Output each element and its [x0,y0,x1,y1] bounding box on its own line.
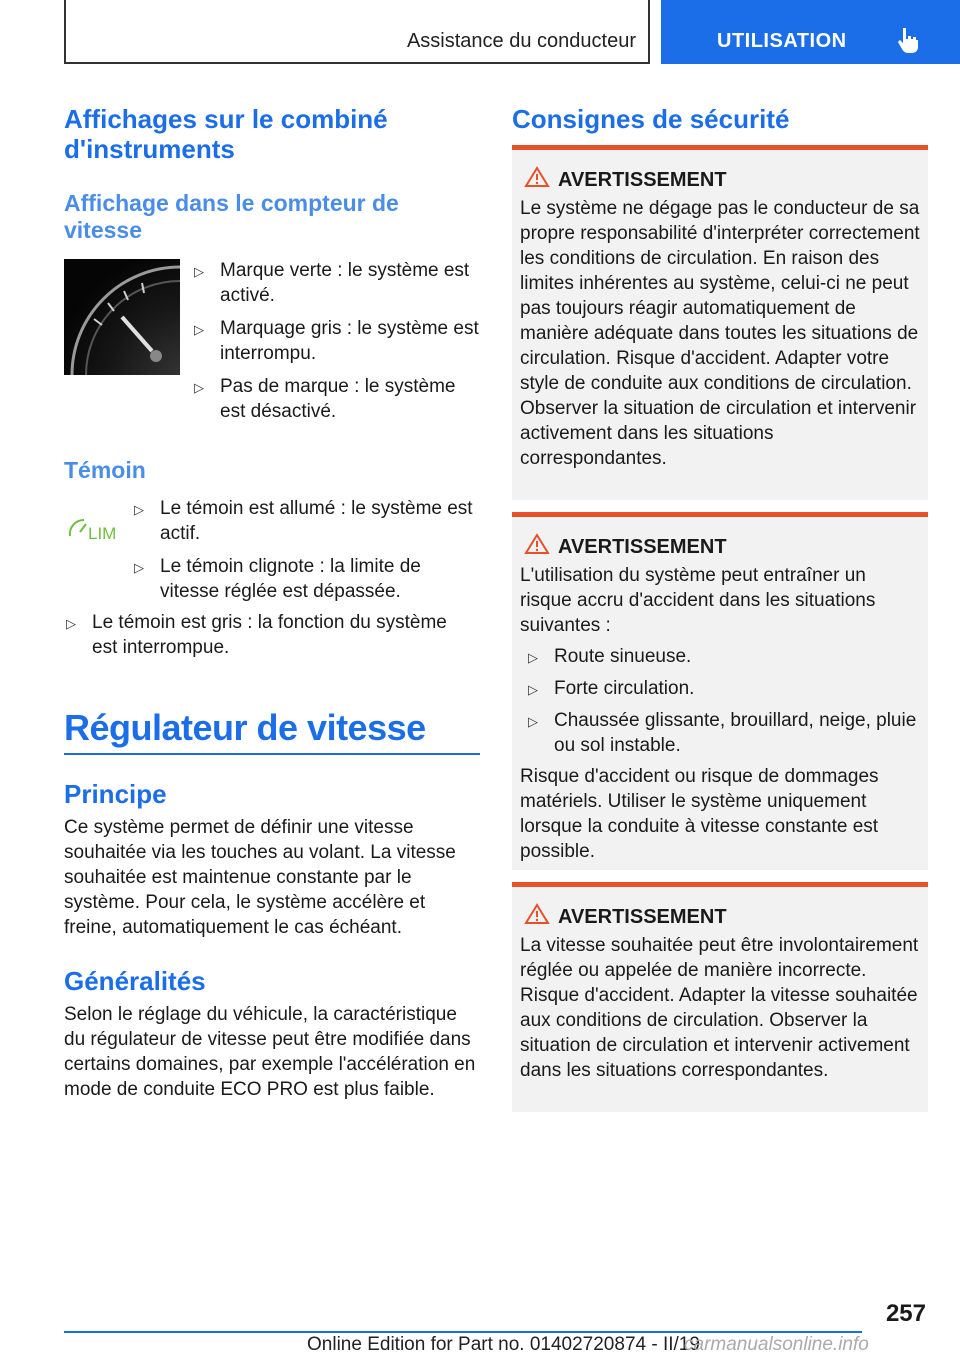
warning-text-3: La vitesse souhaitée peut être involontairement réglée ou appelée de manière incorrecte. Risque d'accident. Adapter la vitesse souhaitée aux conditions de circulation. Observer la situation de circulation et intervenir activement dans les situations correspondantes. [520,935,919,1081]
header-section-box [64,0,650,64]
subsection-title-indicator: Témoin [64,457,146,483]
lim-indicator-icon: LIM [66,512,124,544]
triangle-bullet-icon: ▷ [66,616,76,631]
warning-box-1 [512,145,928,500]
speedometer-bullets [192,258,484,424]
warning-box-2 [512,512,928,870]
warning-triangle-icon [524,533,550,555]
list-item: ▷ Pas de marque : le système est désactivé. [194,376,456,422]
header-chapter-tab[interactable] [661,0,960,64]
section-title-principle: Principe [64,779,167,809]
warning-text-1: Le système ne dégage pas le conducteur de sa propre responsabilité d'interpréter correctement les conditions de circulation. En raison des limites inhérentes au système, celui-ci ne peut pas toujours réagir automatiquement de manière adéquate dans toutes les situations de circulation. Risque d'accident. Adapter votre style de conduite aux conditions de circulation. Observer la situation de circulation et intervenir activement dans les situations correspondantes. [520,198,920,469]
triangle-bullet-icon: ▷ [194,380,204,395]
pointing-hand-icon [897,26,921,54]
general-text: Selon le réglage du véhicule, la caractéristique du régulateur de vitesse peut être modifiée dans certains domaines, par exemple l'accélération en mode de conduite ECO PRO est plus faible. [64,1004,476,1100]
page-number: 257 [885,1300,926,1327]
section-title-safety: Consignes de sécurité [512,104,790,134]
triangle-bullet-icon: ▷ [194,322,204,337]
triangle-bullet-icon: ▷ [528,650,538,665]
watermark: carmanualsonline.info [684,1334,869,1355]
list-item: ▷ Le témoin clignote : la limite de vitesse réglée est dépassée. [134,556,421,602]
triangle-bullet-icon: ▷ [194,264,204,279]
triangle-bullet-icon: ▷ [528,714,538,729]
footer-rule [64,1331,862,1333]
list-item: ▷ Chaussée glissante, brouillard, neige, pluie ou sol instable. [528,710,917,756]
indicator-bullets [132,496,484,604]
triangle-bullet-icon: ▷ [134,502,144,517]
warning-title: AVERTISSEMENT [520,905,920,929]
principle-text: Ce système permet de définir une vitesse souhaitée via les touches au volant. La vitesse souhaitée est maintenue constante par le système. Pour cela, le système accélère et freine, automatiquement le cas échéant. [64,817,456,938]
warning-title: AVERTISSEMENT [520,535,920,559]
speedometer-image [64,259,180,375]
warning-triangle-icon [524,166,550,188]
triangle-bullet-icon: ▷ [134,560,144,575]
list-item: ▷ Marque verte : le système est activé. [194,260,470,306]
section-title-general: Généralités [64,966,206,996]
warning-title: AVERTISSEMENT [520,168,920,192]
section-title-instruments: Affichages sur le combiné d'instruments [64,104,388,164]
header-chapter-label: UTILISATION [717,30,847,52]
chapter-title-cruise-control: Régulateur de vitesse [64,707,480,755]
subsection-title-speedometer: Affichage dans le compteur de vitesse [64,190,399,243]
list-item: ▷ Le témoin est gris : la fonction du système est interrompue. [66,612,447,658]
footer-edition: Online Edition for Part no. 01402720874 - II/19 [307,1334,700,1355]
triangle-bullet-icon: ▷ [528,682,538,697]
list-item: ▷ Marquage gris : le système est interrompu. [194,318,479,364]
header-section-title: Assistance du conducteur [406,30,636,52]
warning-triangle-icon [524,903,550,925]
list-item: ▷ Route sinueuse. [526,644,920,669]
warning-outro-2: Risque d'accident ou risque de dommages matériels. Utiliser le système uniquement lorsque la conduite à vitesse constante est possible. [520,766,879,862]
warning-intro-2: L'utilisation du système peut entraîner un risque accru d'accident dans les situations suivantes : [520,565,876,636]
warning-box-3 [512,882,928,1112]
list-item: ▷ Forte circulation. [526,676,920,701]
list-item: ▷ Le témoin est allumé : le système est actif. [134,498,473,544]
